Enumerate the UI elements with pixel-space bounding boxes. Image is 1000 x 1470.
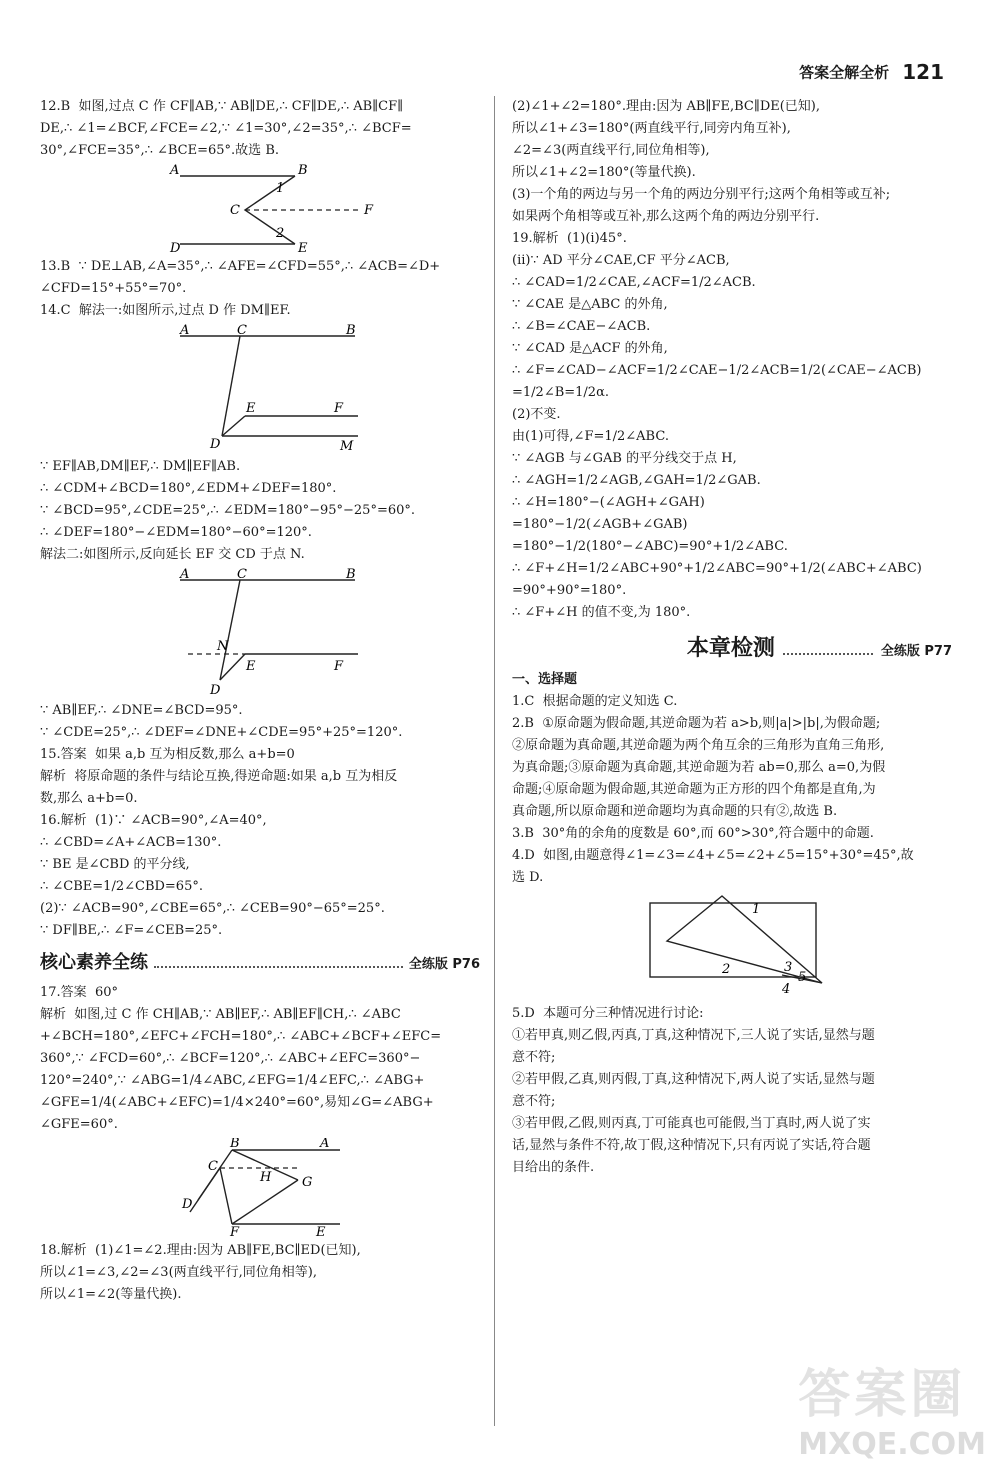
right-column: [512, 96, 952, 1179]
text-line: ∴ ∠AGH=1/2∠AGB,∠GAH=1/2∠GAB.: [512, 473, 761, 488]
choice-4: [512, 845, 952, 889]
label-b: B: [230, 1138, 240, 1151]
subsection-title: 一、选择题: [512, 672, 578, 687]
text-line: =180°−1/2(180°−∠ABC)=90°+1/2∠ABC.: [512, 539, 788, 554]
label-d: D: [170, 241, 181, 254]
text-line: 所以∠1+∠2=180°(等量代换).: [512, 165, 696, 180]
leader-dots: [154, 956, 403, 968]
figure-17: [40, 1138, 480, 1238]
text-line: 解法二:如图所示,反向延长 EF 交 CD 于点 N.: [40, 547, 305, 562]
section-title: 本章检测: [686, 636, 775, 661]
answer-16: [40, 810, 480, 942]
text-line: ∵ AB∥EF,∴ ∠DNE=∠BCD=95°.: [40, 703, 243, 718]
text-line: ∵ ∠CDE=25°,∴ ∠DEF=∠DNE+∠CDE=95°+25°=120°.: [40, 725, 403, 740]
page-header: [799, 60, 944, 84]
text-line: 所以∠1=∠3,∠2=∠3(两直线平行,同位角相等),: [40, 1265, 317, 1280]
label-c: C: [208, 1159, 218, 1174]
section-heading: [512, 638, 952, 663]
text-line: (2)∠1+∠2=180°.理由:因为 AB∥FE,BC∥DE(已知),: [512, 99, 821, 114]
label-d: D: [210, 437, 221, 452]
label-d: D: [210, 683, 221, 698]
figure-14-method-2: [40, 568, 480, 698]
text-line: ①若甲真,则乙假,丙真,丁真,这种情况下,三人说了实话,显然与题: [512, 1028, 875, 1043]
text-line: 话,显然与条件不符,故丁假,这种情况下,只有丙说了实话,符合题: [512, 1138, 871, 1153]
label-c: C: [237, 324, 247, 338]
label-a: A: [170, 164, 180, 178]
text-line: =180°−1/2(∠AGB+∠GAB): [512, 517, 688, 532]
answer-14: [40, 300, 480, 322]
header-title: 答案全解全析: [799, 63, 890, 82]
choice-3: [512, 823, 952, 845]
text-line: ∴ ∠CBE=1/2∠CBD=65°.: [40, 879, 203, 894]
text-line: ∴ ∠DEF=180°−∠EDM=180°−60°=120°.: [40, 525, 312, 540]
text-line: 30°,∠FCE=35°,∴ ∠BCE=65°.故选 B.: [40, 143, 280, 158]
label-c: C: [237, 568, 247, 582]
text-line: DE,∴ ∠1=∠BCF,∠FCE=∠2,∵ ∠1=30°,∠2=35°,∴ ∠BCF=: [40, 121, 412, 136]
figure-14-method-1: [40, 324, 480, 454]
text-line: ∵ DF∥BE,∴ ∠F=∠CEB=25°.: [40, 923, 223, 938]
text-line: 数,那么 a+b=0.: [40, 791, 138, 806]
text-line: ∵ BE 是∠CBD 的平分线,: [40, 857, 190, 872]
angle-2-label: 2: [722, 962, 731, 977]
text-line: (2)不变.: [512, 407, 561, 422]
angle-2-label: 2: [276, 226, 285, 241]
text-line: (3)一个角的两边与另一个角的两边分别平行;这两个角相等或互补;: [512, 187, 891, 202]
watermark-logo: 答案圈: [798, 1365, 967, 1425]
watermark: [798, 1352, 986, 1462]
text-line: 真命题,所以原命题和逆命题均为真命题的只有②,故选 B.: [512, 804, 838, 819]
section-title: 核心素养全练: [40, 952, 148, 973]
leader-dots: [783, 641, 873, 655]
label-a: A: [180, 324, 190, 338]
answer-17: [40, 982, 480, 1136]
label-f: F: [334, 401, 344, 416]
text-line: +∠BCH=180°,∠EFC+∠FCH=180°,∴ ∠ABC+∠BCF+∠EFC=: [40, 1029, 442, 1044]
label-b: B: [298, 164, 308, 178]
text-line: ∠CFD=15°+55°=70°.: [40, 281, 187, 296]
text-line: =90°+90°=180°.: [512, 583, 627, 598]
text-line: ②若甲假,乙真,则丙假,丁真,这种情况下,两人说了实话,显然与题: [512, 1072, 875, 1087]
watermark-url: MXQE.COM: [798, 1427, 986, 1462]
label-f: F: [230, 1225, 240, 1238]
label-e: E: [246, 401, 256, 416]
section-reference: 全练版 P77: [880, 644, 952, 659]
text-line: (ii)∵ AD 平分∠CAE,CF 平分∠ACB,: [512, 253, 730, 268]
answer-14-method-2: [40, 700, 480, 744]
label-h: H: [260, 1170, 272, 1185]
section-heading: [40, 952, 480, 976]
text-line: ∴ ∠CDM+∠BCD=180°,∠EDM+∠DEF=180°.: [40, 481, 337, 496]
answer-12: [40, 96, 480, 162]
angle-1-label: 1: [752, 902, 761, 917]
text-line: 4.D 如图,由题意得∠1=∠3=∠4+∠5=∠2+∠5=15°+30°=45°,故: [512, 848, 914, 863]
text-line: ∴ ∠CAD=1/2∠CAE,∠ACF=1/2∠ACB.: [512, 275, 756, 290]
angle-5-label: 5: [798, 970, 807, 985]
label-c: C: [230, 203, 240, 218]
text-line: ∴ ∠F+∠H 的值不变,为 180°.: [512, 605, 691, 620]
text-line: ∠GFE=1/4(∠ABC+∠EFC)=1/4×240°=60°,易知∠G=∠ABG+: [40, 1095, 434, 1110]
label-e: E: [246, 659, 256, 674]
text-line: 1.C 根据命题的定义知选 C.: [512, 694, 678, 709]
text-line: 目给出的条件.: [512, 1160, 595, 1175]
text-line: ∵ EF∥AB,DM∥EF,∴ DM∥EF∥AB.: [40, 459, 241, 474]
answer-18-continued: [512, 96, 952, 228]
text-line: 解析 如图,过 C 作 CH∥AB,∵ AB∥EF,∴ AB∥EF∥CH,∴ ∠ABC: [40, 1007, 401, 1022]
text-line: ∵ ∠CAD 是△ACF 的外角,: [512, 341, 668, 356]
figure-12: [40, 164, 480, 254]
text-line: 5.D 本题可分三种情况进行讨论:: [512, 1006, 704, 1021]
angle-3-label: 3: [784, 960, 793, 975]
text-line: ②原命题为真命题,其逆命题为两个角互余的三角形为直角三角形,: [512, 738, 885, 753]
answer-15: [40, 744, 480, 810]
text-line: 如果两个角相等或互补,那么这两个角的两边分别平行.: [512, 209, 820, 224]
page-number: 121: [902, 60, 944, 84]
label-f: F: [364, 203, 374, 218]
choice-5: [512, 1003, 952, 1179]
label-f: F: [334, 659, 344, 674]
label-e: E: [316, 1225, 326, 1238]
text-line: =1/2∠B=1/2α.: [512, 385, 609, 400]
text-line: 所以∠1+∠3=180°(两直线平行,同旁内角互补),: [512, 121, 791, 136]
text-line: 意不符;: [512, 1094, 556, 1109]
label-d: D: [182, 1197, 193, 1212]
figure-4: [512, 891, 952, 1001]
label-m: M: [340, 439, 354, 454]
text-line: 19.解析 (1)(i)45°.: [512, 231, 627, 246]
left-column: [40, 96, 480, 1306]
text-line: ∠GFE=60°.: [40, 1117, 118, 1132]
label-e: E: [298, 241, 308, 254]
text-line: 17.答案 60°: [40, 985, 118, 1000]
text-line: ∴ ∠B=∠CAE−∠ACB.: [512, 319, 651, 334]
text-line: (2)∵ ∠ACB=90°,∠CBE=65°,∴ ∠CEB=90°−65°=25°.: [40, 901, 385, 916]
label-b: B: [346, 324, 356, 338]
answer-18: [40, 1240, 480, 1306]
text-line: 解析 将原命题的条件与结论互换,得逆命题:如果 a,b 互为相反: [40, 769, 398, 784]
text-line: ∵ ∠AGB 与∠GAB 的平分线交于点 H,: [512, 451, 737, 466]
label-a: A: [180, 568, 190, 582]
answer-14-steps: [40, 456, 480, 566]
text-line: 意不符;: [512, 1050, 556, 1065]
choice-1: [512, 691, 952, 713]
text-line: 360°,∵ ∠FCD=60°,∴ ∠BCF=120°,∴ ∠ABC+∠EFC=360°−: [40, 1051, 421, 1066]
angle-4-label: 4: [782, 982, 791, 997]
text-line: 2.B ①原命题为假命题,其逆命题为若 a>b,则|a|>|b|,为假命题;: [512, 716, 881, 731]
angle-1-label: 1: [276, 181, 285, 196]
text-line: ∴ ∠CBD=∠A+∠ACB=130°.: [40, 835, 222, 850]
text-line: 15.答案 如果 a,b 互为相反数,那么 a+b=0: [40, 747, 295, 762]
text-line: ∴ ∠H=180°−(∠AGH+∠GAH): [512, 495, 705, 510]
text-line: 为真命题;③原命题为真命题,其逆命题为若 ab=0,那么 a=0,为假: [512, 760, 886, 775]
text-line: 由(1)可得,∠F=1/2∠ABC.: [512, 429, 669, 444]
answer-19: [512, 228, 952, 624]
section-reference: 全练版 P76: [408, 957, 480, 972]
text-line: 3.B 30°角的余角的度数是 60°,而 60°>30°,符合题中的命题.: [512, 826, 874, 841]
text-line: 12.B 如图,过点 C 作 CF∥AB,∵ AB∥DE,∴ CF∥DE,∴ AB∥CF∥: [40, 99, 404, 114]
text-line: ③若甲假,乙假,则丙真,丁可能真也可能假,当丁真时,两人说了实: [512, 1116, 871, 1131]
answer-13: [40, 256, 480, 300]
label-n: N: [217, 639, 229, 654]
text-line: 120°=240°,∵ ∠ABG=1/4∠ABC,∠EFG=1/4∠EFC,∴ ∠ABG+: [40, 1073, 425, 1088]
text-line: 14.C 解法一:如图所示,过点 D 作 DM∥EF.: [40, 303, 291, 318]
text-line: 命题;④原命题为假命题,其逆命题为正方形的四个角都是直角,为: [512, 782, 876, 797]
label-a: A: [320, 1138, 330, 1151]
text-line: ∴ ∠F+∠H=1/2∠ABC+90°+1/2∠ABC=90°+1/2(∠ABC+∠ABC): [512, 561, 922, 576]
choice-2: [512, 713, 952, 823]
text-line: ∠2=∠3(两直线平行,同位角相等),: [512, 143, 710, 158]
label-g: G: [302, 1175, 313, 1190]
label-b: B: [346, 568, 356, 582]
column-divider: [494, 96, 495, 1426]
text-line: 选 D.: [512, 870, 544, 885]
text-line: 16.解析 (1)∵ ∠ACB=90°,∠A=40°,: [40, 813, 267, 828]
text-line: 13.B ∵ DE⊥AB,∠A=35°,∴ ∠AFE=∠CFD=55°,∴ ∠ACB=∠D+: [40, 259, 441, 274]
text-line: ∵ ∠CAE 是△ABC 的外角,: [512, 297, 668, 312]
text-line: ∵ ∠BCD=95°,∠CDE=25°,∴ ∠EDM=180°−95°−25°=60°.: [40, 503, 416, 518]
text-line: 18.解析 (1)∠1=∠2.理由:因为 AB∥FE,BC∥ED(已知),: [40, 1243, 361, 1258]
text-line: ∴ ∠F=∠CAD−∠ACF=1/2∠CAE−1/2∠ACB=1/2(∠CAE−∠ACB): [512, 363, 922, 378]
text-line: 所以∠1=∠2(等量代换).: [40, 1287, 182, 1302]
